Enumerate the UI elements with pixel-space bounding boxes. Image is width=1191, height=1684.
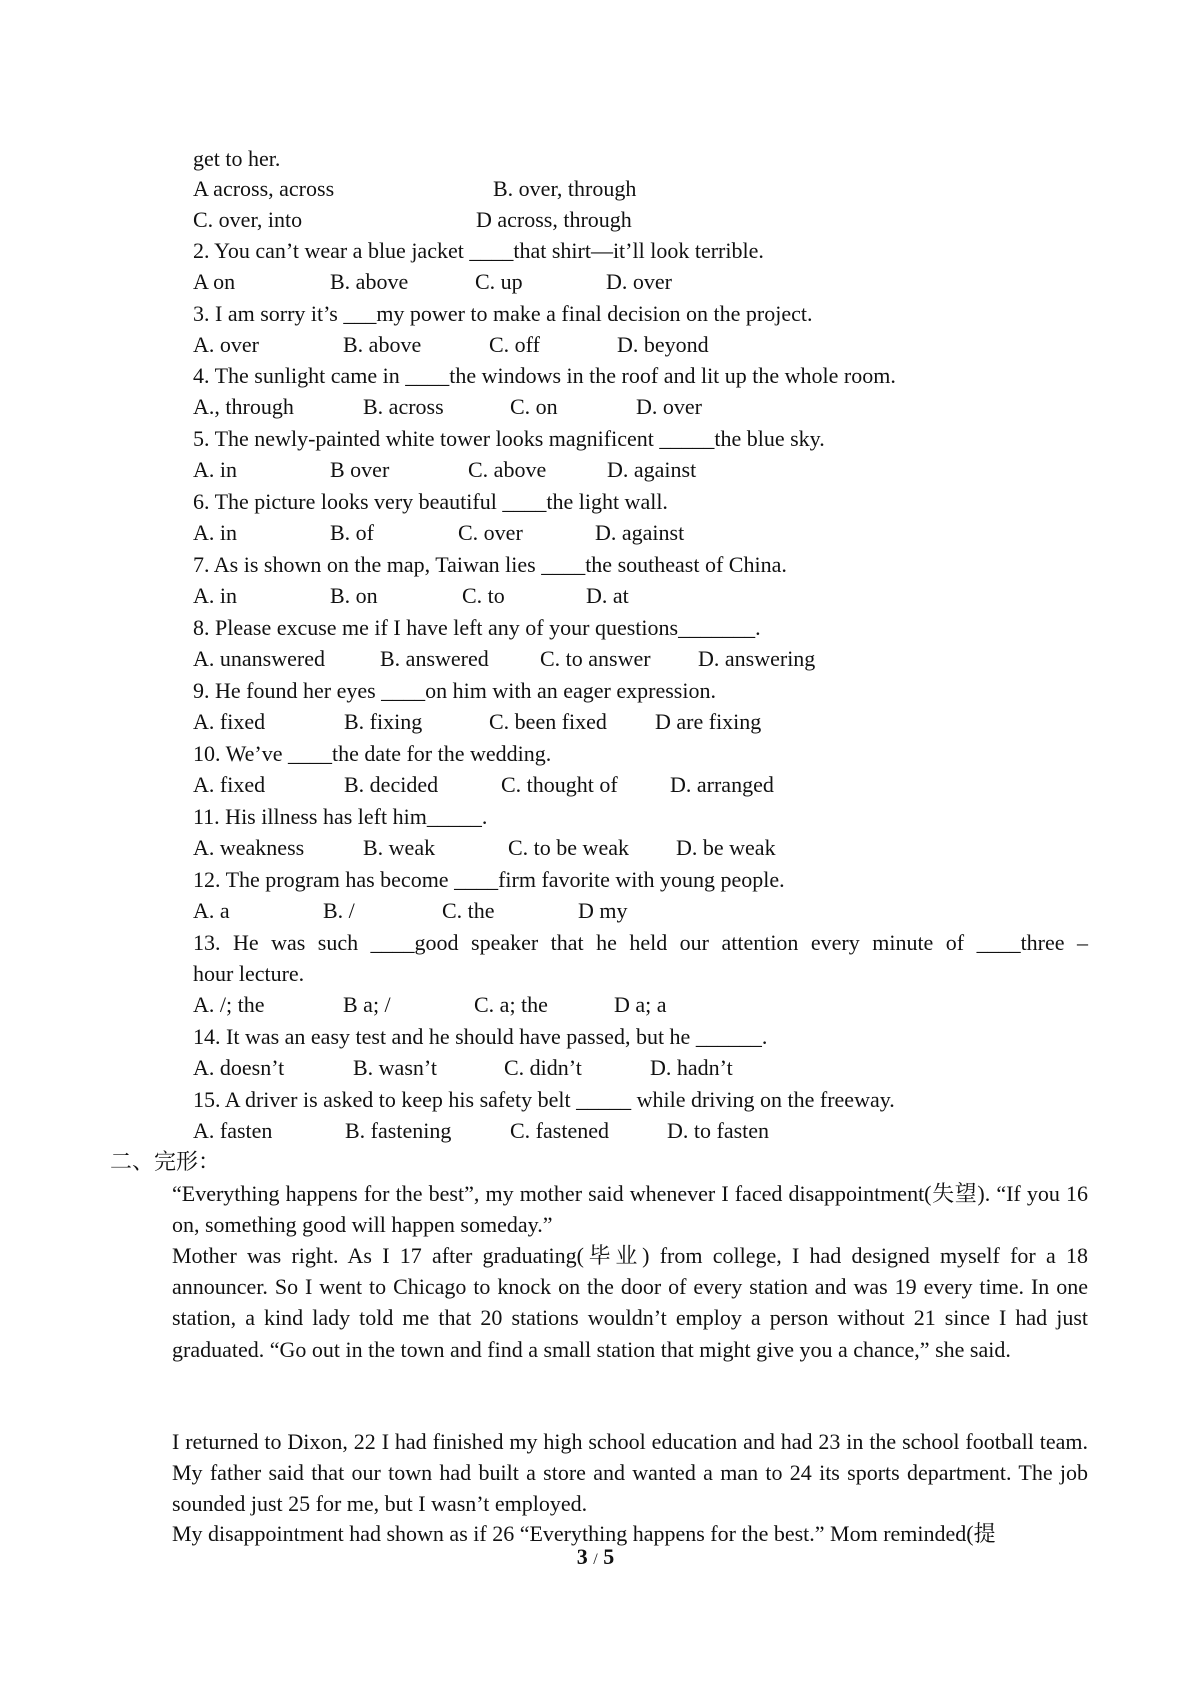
question-4-stem: 4. The sunlight came in ____the windows in the roof and lit up the whole room. [193, 363, 896, 388]
question-12-stem: 12. The program has become ____firm favorite with young people. [193, 867, 785, 892]
question-11-stem: 11. His illness has left him_____. [193, 804, 488, 829]
page-separator: / [593, 1551, 598, 1568]
question-7-option-a: A. in [193, 583, 237, 608]
question-14-stem: 14. It was an easy test and he should have passed, but he ______. [193, 1024, 768, 1049]
question-13-option-c: C. a; the [474, 992, 548, 1017]
question-12-option-c: C. the [442, 898, 495, 923]
question-7-option-c: C. to [462, 583, 505, 608]
cloze-paragraph-2: Mother was right. As I 17 after graduating(毕业) from college, I had designed myself for a 18 announcer. So I went to Chicago to knock on the door of every station and was 19 every time. In one station, a kind lady told me that 20 stations wouldn’t employ a person without 21 since I had just graduated. “Go out in the town and find a small station that might give you a chance,” she said. [172, 1243, 1088, 1362]
section-title-cloze: 二、完形： [110, 1149, 221, 1174]
question-8-option-b: B. answered [380, 646, 489, 671]
question-15-option-a: A. fasten [193, 1118, 273, 1143]
question-6-option-a: A. in [193, 520, 237, 545]
question-10-stem: 10. We’ve ____the date for the wedding. [193, 741, 552, 766]
page-current: 3 [576, 1544, 588, 1569]
question-8-option-d: D. answering [698, 646, 816, 671]
cloze-paragraph-4: My disappointment had shown as if 26 “Everything happens for the best.” Mom reminded(提 [172, 1521, 996, 1546]
question-1-option-a: A across, across [193, 176, 335, 201]
question-5-option-d: D. against [607, 457, 697, 482]
page-total: 5 [603, 1544, 615, 1569]
question-9-option-b: B. fixing [344, 709, 423, 734]
question-10-option-b: B. decided [344, 772, 439, 797]
question-13-stem-continued: hour lecture. [193, 961, 305, 986]
question-12-option-d: D my [578, 898, 628, 923]
question-11-option-a: A. weakness [193, 835, 305, 860]
question-1-option-d: D across, through [476, 207, 632, 232]
question-15-option-b: B. fastening [345, 1118, 452, 1143]
question-3-stem: 3. I am sorry it’s ___my power to make a final decision on the project. [193, 301, 813, 326]
cloze-paragraph-1: “Everything happens for the best”, my mother said whenever I faced disappointment(失望). “If you 16 on, something good will happen someday.” [172, 1181, 1088, 1238]
cloze-paragraph-3: I returned to Dixon, 22 I had finished my high school education and had 23 in the school football team. My father said that our town had built a store and wanted a man to 24 its sports department. The job sounded just 25 for me, but I wasn’t employed. [172, 1429, 1088, 1517]
question-11-option-d: D. be weak [676, 835, 776, 860]
question-13-stem: 13. He was such ____good speaker that he held our attention every minute of ____three – [193, 930, 1088, 955]
question-2-option-c: C. up [475, 269, 523, 294]
question-14-option-d: D. hadn’t [650, 1055, 733, 1080]
question-8-stem: 8. Please excuse me if I have left any of your questions_______. [193, 615, 761, 640]
question-6-stem: 6. The picture looks very beautiful ____the light wall. [193, 489, 668, 514]
question-2-option-b: B. above [330, 269, 409, 294]
question-14-option-a: A. doesn’t [193, 1055, 285, 1080]
question-3-option-d: D. beyond [617, 332, 709, 357]
question-9-option-c: C. been fixed [489, 709, 607, 734]
question-9-option-d: D are fixing [655, 709, 762, 734]
question-8-option-c: C. to answer [540, 646, 651, 671]
question-7-stem: 7. As is shown on the map, Taiwan lies ____the southeast of China. [193, 552, 787, 577]
question-3-option-a: A. over [193, 332, 259, 357]
question-1-option-b: B. over, through [493, 176, 637, 201]
question-6-option-d: D. against [595, 520, 685, 545]
question-15-option-d: D. to fasten [667, 1118, 770, 1143]
question-13-option-a: A. /; the [193, 992, 265, 1017]
question-1-stem-continued: get to her. [193, 146, 281, 171]
question-4-option-b: B. across [363, 394, 444, 419]
question-11-option-c: C. to be weak [508, 835, 629, 860]
question-2-stem: 2. You can’t wear a blue jacket ____that shirt—it’ll look terrible. [193, 238, 764, 263]
question-5-option-a: A. in [193, 457, 237, 482]
question-2-option-d: D. over [606, 269, 672, 294]
question-3-option-b: B. above [343, 332, 422, 357]
question-12-option-b: B. / [323, 898, 355, 923]
question-14-option-b: B. wasn’t [353, 1055, 437, 1080]
question-8-option-a: A. unanswered [193, 646, 325, 671]
question-4-option-c: C. on [510, 394, 558, 419]
question-5-stem: 5. The newly-painted white tower looks magnificent _____the blue sky. [193, 426, 825, 451]
question-4-option-a: A., through [193, 394, 294, 419]
question-1-option-c: C. over, into [193, 207, 303, 232]
question-7-option-b: B. on [330, 583, 378, 608]
question-5-option-c: C. above [468, 457, 547, 482]
question-12-option-a: A. a [193, 898, 230, 923]
question-13-option-d: D a; a [614, 992, 667, 1017]
question-10-option-a: A. fixed [193, 772, 266, 797]
question-9-option-a: A. fixed [193, 709, 266, 734]
question-10-option-c: C. thought of [501, 772, 618, 797]
question-2-option-a: A on [193, 269, 236, 294]
question-6-option-b: B. of [330, 520, 374, 545]
question-15-stem: 15. A driver is asked to keep his safety belt _____ while driving on the freeway. [193, 1087, 895, 1112]
question-6-option-c: C. over [458, 520, 523, 545]
question-7-option-d: D. at [586, 583, 629, 608]
question-10-option-d: D. arranged [670, 772, 774, 797]
question-3-option-c: C. off [489, 332, 540, 357]
page-number [0, 1544, 1191, 1570]
question-13-option-b: B a; / [343, 992, 391, 1017]
question-4-option-d: D. over [636, 394, 702, 419]
question-14-option-c: C. didn’t [504, 1055, 582, 1080]
question-11-option-b: B. weak [363, 835, 436, 860]
question-9-stem: 9. He found her eyes ____on him with an eager expression. [193, 678, 716, 703]
question-15-option-c: C. fastened [510, 1118, 609, 1143]
question-5-option-b: B over [330, 457, 390, 482]
